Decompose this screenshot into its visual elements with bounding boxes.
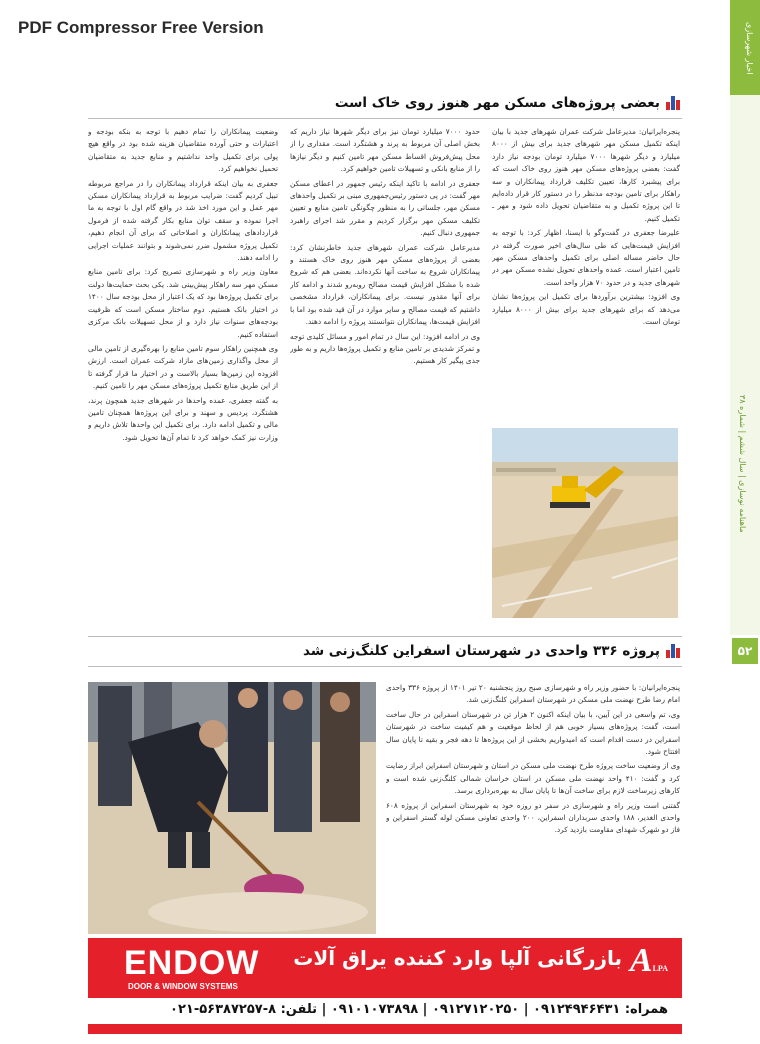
paragraph: معاون وزیر راه و شهرسازی تصریح کرد: برای تامین منابع مسکن مهر سه راهکار پیش‌بینی شد. یکی بحث حمایت‌ها دولت برای تکمیل پروژه‌ها بود که یک اعتبار از محل بودجه سال ۱۴۰۰ در اختیار بانک هستیم. دوم ساختار مسکن است که ظرفیت بودجه‌های سنوات نیاز دارد و از محل تسهیلات بانک مرکزی استفاده کنیم. [88, 267, 278, 339]
divider [88, 118, 682, 119]
alpa-logo-sub: LPA [652, 964, 668, 973]
paragraph: وی، تم واسعی در این آیین، با بیان اینکه اکنون ۲ هزار تن در شهرستان اسفراین در حال ساخت است، گفت: پروژه‌های بسیار خوبی هم از لحاظ موقعیت و هم کیفیت ساخت در شهرستان اسفراین در دست اقدام است که امیدواریم بخشی از این پروژه‌ها تا دهه فجر و بقیه تا پایان سال افتتاح شود. [386, 709, 680, 757]
paragraph: پنجره‌ایرانیان: با حضور وزیر راه و شهرسازی صبح روز پنجشنبه ۲۰ تیر ۱۴۰۱ از پروژه ۳۳۶ واحدی امام رضا طرح نهضت ملی مسکن در شهرستان اسفراین کلنگ‌زنی شد. [386, 683, 680, 705]
section-tab-label: اخبار شهرسازی [745, 21, 754, 75]
headline-bars-icon [666, 644, 680, 658]
advertisement-banner[interactable] [88, 938, 682, 1034]
paragraph: به گفته جعفری، عمده واحدها در شهرهای جدید همچون پرند، هشتگرد، پردیس و سهند و برای این پروژه‌ها همچنان تامین مالی و تکمیل ادامه دارد. برای تکمیل این واحدها تلاش داریم و وزارت نیز کمک خواهد کرد تا تمام آن‌ها تحویل شود. [88, 395, 278, 442]
article2-headline: پروژه ۳۳۶ واحدی در شهرستان اسفراین کلنگ‌زنی شد [303, 643, 660, 659]
paragraph: وضعیت پیمانکاران را تمام دهیم با توجه به بنکه بودجه و اعتبارات و حتی آورده متقاضیان هزینه شده بود در واقع هیچ پولی برای تکمیل واحد نداشتیم و منابع جدید به متقاضیان تحمیل نخواهیم کرد. [88, 127, 278, 174]
ceremony-photo [88, 682, 376, 934]
alpa-logo [630, 942, 668, 980]
article2-column [386, 682, 680, 930]
ad-brand-subtitle: DOOR & WINDOW SYSTEMS [128, 982, 238, 991]
watermark-text: PDF Compressor Free Version [18, 18, 264, 37]
headline-bars-icon [666, 96, 680, 110]
ad-phone-bar [88, 996, 682, 1024]
paragraph: مدیرعامل شرکت عمران شهرهای جدید خاطرنشان کرد: بعضی از پروژه‌های مسکن مهر هنوز روی خاک هستند و پیمانکاران شروع به ساخت آنها نکرده‌اند. بعضی هم که شروع شده با مشکل افزایش قیمت مصالح روبه‌رو شدند و ادامه کار برای آنها مقدور نیست. برای پیمانکاران، قرارداد مشخصی داشتیم که قیمت مصالح و سایر موارد در آن قید شده بود اما با افزایش قیمت‌ها، پیمانکاران نتوانستند پروژه را ادامه دهند. [290, 242, 480, 327]
paragraph: وی افزود: بیشترین برآوردها برای تکمیل این پروژه‌ها نشان می‌دهد که برای شهرهای جدید برای بیش از ۸۰۰۰ میلیارد تومان است. [492, 292, 680, 327]
paragraph: وی در ادامه افزود: این سال در تمام امور و مسائل کلیدی توجه و تمرکز شدیدی بر تامین منابع و تکمیل پروژه‌ها داریم و به طور جدی پیگیر کار هستیم. [290, 331, 480, 366]
paragraph: علیرضا جعفری در گفت‌وگو با ایسنا، اظهار کرد: با توجه به افزایش قیمت‌هایی که طی سال‌های اخیر صورت گرفته در حال حاضر مساله اصلی برای تکمیل واحدهای مسکن مهر تامین اعتبار است. عمده واحدهای تحویل نشده مسکن مهر در شهرهای جدید و در حدود ۷۰ هزار واحد است. [492, 228, 680, 287]
paragraph: جعفری به بیان اینکه قرارداد پیمانکاران را در مراجع مربوطه تبیل کردیم گفت: ضرایب مربوط به قرارداد پیمانکاران مسکن مهر عمل و این مورد اخذ شد در واقع گام اول با توجه به ما اجرا نموده و سقف توان منابع بکار گرفته شده از فرمول قراردادهای پیمانکاران و اصلاحاتی که برای آن انجام دهیم، تکمیل پروژه مشمول ضرر نمی‌شوند و بتوانند عملیات اجرایی را ادامه دهند. [88, 178, 278, 263]
divider [88, 666, 682, 667]
side-strip [730, 95, 760, 635]
paragraph: وی از وضعیت ساخت پروژه طرح نهضت ملی مسکن در استان و شهرستان اسفراین ابراز رضایت کرد و گفت: ۴۱۰ واحد نهضت ملی مسکن در استان خراسان شمالی کلنگ‌زنی شده است و کارهای زیرساخت لازم برای ساخت آن‌ها تا پایان سال به بهره‌برداری برسد. [386, 761, 680, 796]
article1-column-middle [290, 126, 480, 618]
ad-brand-logo: ENDOW [124, 944, 260, 982]
article1-headline: بعضی پروژه‌های مسکن مهر هنوز روی خاک است [334, 95, 660, 111]
paragraph: وی همچنین راهکار سوم تامین منابع را بهره‌گیری از تامین مالی از محل واگذاری زمین‌های مازاد شرکت عمران است. ارزش افزوده این زمین‌ها بسیار بالاست و در اختیار ما قرار گرفته تا از این طریق منابع تکمیل پروژه‌های مسکن مهر را تامین کنیم. [88, 343, 278, 391]
paragraph: گفتنی است وزیر راه و شهرسازی در سفر دو روزه خود به شهرستان اسفراین از پروژه ۶۰۸ واحدی الغدیر، ۱۸۸ واحدی سربداران اسفراین، ۲۰۰ واحدی تعاونی مسکن لوله گستر اسفراین و فاز دو شهرک شهدای مقاومت بازدید کرد. [386, 800, 680, 835]
ad-phone-numbers: همراه: ۰۹۱۲۴۹۴۶۴۳۱ | ۰۹۱۲۷۱۲۰۲۵۰ | ۰۹۱۰۱۰۷۳۸۹۸ | تلفن: ۸-۵۶۳۸۷۲۵۷-۰۲۱ [170, 1002, 668, 1017]
paragraph: جعفری در ادامه با تاکید اینکه رئیس جمهور در اعطای مسکن مهر گفت: در پی دستور رئیس‌جمهوری مبنی بر تکمیل واحدهای مسکن مهر، جلساتی را به منظور چگونگی تامین منابع و تعیین تکلیف مسکن مهر برگزار کردیم و مقرر شد اجرای راهبرد جمهوری دنبال کنیم. [290, 178, 480, 238]
ad-slogan: بازرگانی آلپا وارد کننده یراق آلات [293, 946, 622, 970]
paragraph: حدود ۷۰۰۰ میلیارد تومان نیز برای دیگر شهرها نیاز داریم که بخش اصلی آن مربوط به پرند و هشتگرد است. مقداری را از محل پیش‌فروش اقساط مسکن مهر تامین کنیم و دیگر نیازها را از منابع بانکی و تسهیلات تامین خواهیم کرد. [290, 127, 480, 174]
section-tab [730, 0, 760, 95]
divider [88, 636, 682, 637]
paragraph: پنجره‌ایرانیان: مدیرعامل شرکت عمران شهرهای جدید با بیان اینکه تکمیل مسکن مهر شهرهای جدید برای بیش از ۸۰۰۰ میلیارد و دیگر شهرها ۷۰۰۰ میلیارد تومان بودجه نیاز دارد گفت: بعضی پروژه‌های مسکن مهر هنوز روی خاک است که برای پیشبرد کارها، تعیین تکلیف قرارداد پیمانکاران و سه راهکار برای تامین بودجه مدنظر را در دستور کار قرار داده‌ایم تا این پروژه تکمیل و به متقاضیان تحویل داده شود و مهر ـ تکمیل کنیم. [492, 127, 680, 223]
alpa-logo-letter: A [629, 942, 653, 979]
article1-column-left [88, 126, 278, 618]
article1-column-right [492, 126, 680, 422]
page-number: ۵۲ [732, 638, 758, 664]
side-strip-text: ماهنامه نوسازی | سال ششم | شماره ۳۸ [738, 395, 747, 533]
construction-photo [492, 428, 678, 618]
